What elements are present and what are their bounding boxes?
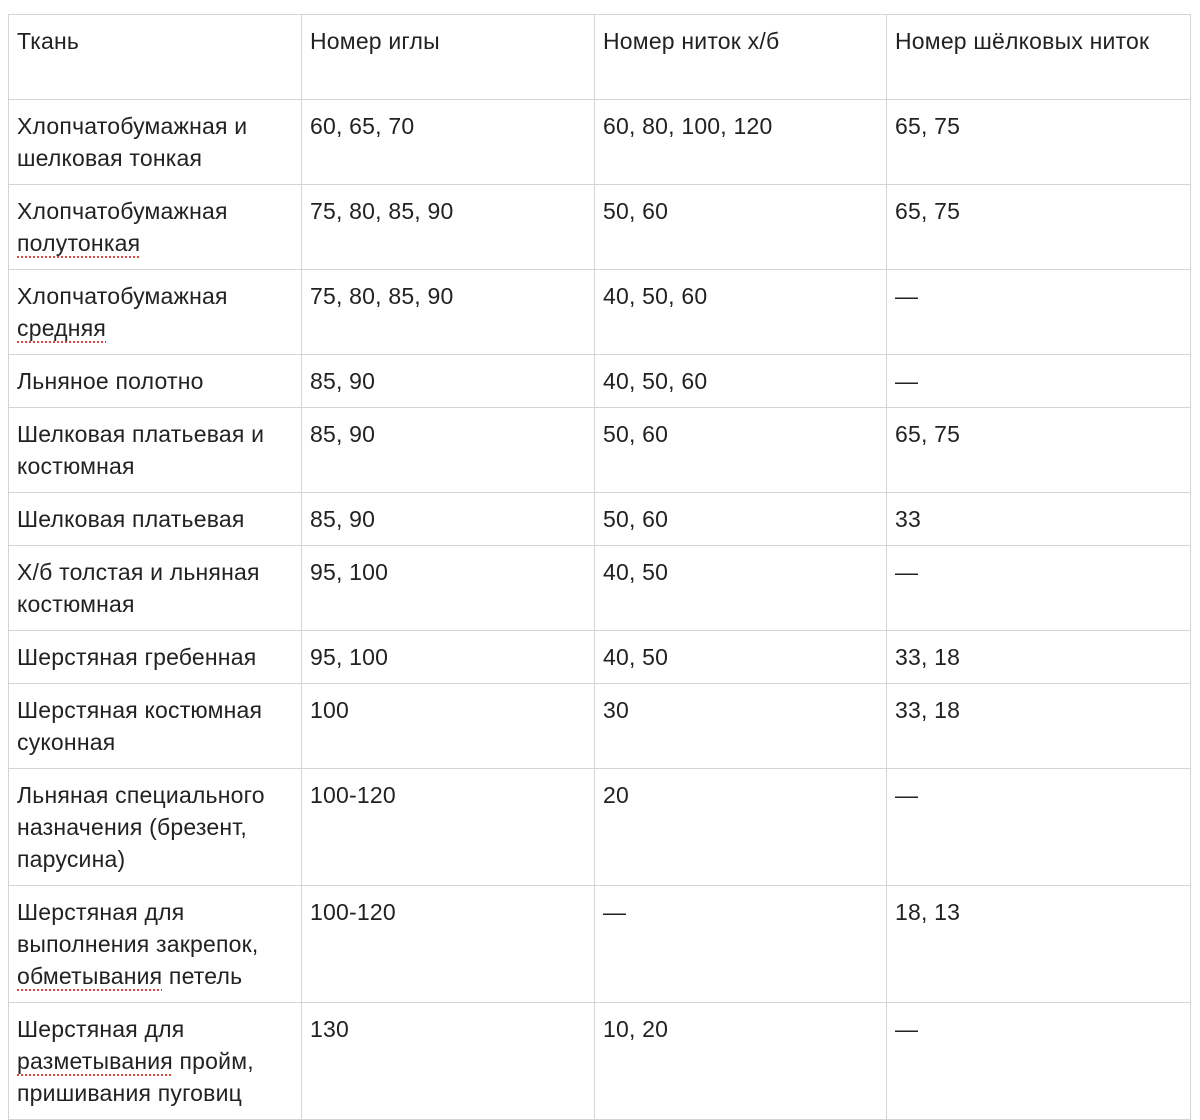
cell-fabric (9, 355, 302, 408)
table-row (9, 631, 1191, 684)
cell-fabric (9, 631, 302, 684)
cell-silk-thread-number: 18, 13 (887, 886, 1191, 1003)
fabric-text: Хлопчатобумажная (17, 198, 228, 224)
cell-cotton-thread-number: 50, 60 (595, 493, 887, 546)
cell-cotton-thread-number: — (595, 886, 887, 1003)
cell-fabric (9, 886, 302, 1003)
cell-silk-thread-number: 65, 75 (887, 100, 1191, 185)
cell-fabric (9, 684, 302, 769)
cell-needle-number: 100 (302, 684, 595, 769)
fabric-text: Льняная специального назначения (брезент, парусина) (17, 782, 265, 872)
cell-silk-thread-number: 65, 75 (887, 185, 1191, 270)
cell-cotton-thread-number: 40, 50, 60 (595, 355, 887, 408)
spellcheck-flagged-word: обметывания (17, 963, 163, 989)
cell-silk-thread-number: — (887, 1003, 1191, 1120)
cell-needle-number: 75, 80, 85, 90 (302, 270, 595, 355)
fabric-text: Шерстяная костюмная суконная (17, 697, 263, 755)
spellcheck-flagged-word: полутонкая (17, 230, 141, 256)
cell-needle-number: 85, 90 (302, 355, 595, 408)
cell-silk-thread-number: 33 (887, 493, 1191, 546)
table-row (9, 408, 1191, 493)
cell-needle-number: 95, 100 (302, 546, 595, 631)
table-row (9, 100, 1191, 185)
cell-cotton-thread-number: 40, 50 (595, 631, 887, 684)
cell-needle-number: 60, 65, 70 (302, 100, 595, 185)
header-silk-thread-number: Номер шёлковых ниток (887, 15, 1191, 100)
cell-fabric (9, 1003, 302, 1120)
fabric-text: Хлопчатобумажная (17, 283, 228, 309)
cell-silk-thread-number: 33, 18 (887, 631, 1191, 684)
cell-fabric (9, 546, 302, 631)
table-row (9, 355, 1191, 408)
cell-fabric (9, 100, 302, 185)
fabric-text: Шерстяная для (17, 1016, 185, 1042)
cell-silk-thread-number: 65, 75 (887, 408, 1191, 493)
spellcheck-flagged-word: разметывания (17, 1048, 173, 1074)
cell-cotton-thread-number: 10, 20 (595, 1003, 887, 1120)
table-row (9, 270, 1191, 355)
table-row (9, 546, 1191, 631)
table-row (9, 769, 1191, 886)
cell-needle-number: 130 (302, 1003, 595, 1120)
cell-needle-number: 75, 80, 85, 90 (302, 185, 595, 270)
header-needle-number: Номер иглы (302, 15, 595, 100)
cell-fabric (9, 769, 302, 886)
cell-needle-number: 85, 90 (302, 408, 595, 493)
cell-needle-number: 100-120 (302, 886, 595, 1003)
fabric-text: Шелковая платьевая и костюмная (17, 421, 265, 479)
cell-cotton-thread-number: 40, 50 (595, 546, 887, 631)
fabric-text: Шерстяная для выполнения закрепок, (17, 899, 259, 957)
needle-thread-table (8, 14, 1191, 1120)
table-header-row (9, 15, 1191, 100)
spellcheck-flagged-word: средняя (17, 315, 107, 341)
cell-silk-thread-number: — (887, 270, 1191, 355)
fabric-text: Шерстяная гребенная (17, 644, 257, 670)
cell-needle-number: 95, 100 (302, 631, 595, 684)
fabric-text: Льняное полотно (17, 368, 204, 394)
cell-silk-thread-number: — (887, 546, 1191, 631)
table-row (9, 185, 1191, 270)
cell-cotton-thread-number: 60, 80, 100, 120 (595, 100, 887, 185)
table-row (9, 684, 1191, 769)
cell-cotton-thread-number: 50, 60 (595, 185, 887, 270)
cell-silk-thread-number: 33, 18 (887, 684, 1191, 769)
header-cotton-thread-number: Номер ниток х/б (595, 15, 887, 100)
cell-fabric (9, 270, 302, 355)
cell-fabric (9, 408, 302, 493)
cell-cotton-thread-number: 50, 60 (595, 408, 887, 493)
cell-needle-number: 85, 90 (302, 493, 595, 546)
fabric-text: Хлопчатобумажная и шелковая тонкая (17, 113, 248, 171)
table-row (9, 1003, 1191, 1120)
cell-cotton-thread-number: 40, 50, 60 (595, 270, 887, 355)
cell-silk-thread-number: — (887, 769, 1191, 886)
cell-needle-number: 100-120 (302, 769, 595, 886)
cell-cotton-thread-number: 30 (595, 684, 887, 769)
header-fabric: Ткань (9, 15, 302, 100)
fabric-text: Х/б толстая и льняная костюмная (17, 559, 260, 617)
table-row (9, 493, 1191, 546)
fabric-text: петель (162, 963, 243, 989)
cell-fabric (9, 493, 302, 546)
fabric-text: Шелковая платьевая (17, 506, 245, 532)
cell-silk-thread-number: — (887, 355, 1191, 408)
cell-fabric (9, 185, 302, 270)
table-body (9, 15, 1191, 1120)
fabric-text: пройм, пришивания пуговиц (17, 1048, 254, 1106)
document-body (8, 14, 1191, 1120)
table-row (9, 886, 1191, 1003)
cell-cotton-thread-number: 20 (595, 769, 887, 886)
